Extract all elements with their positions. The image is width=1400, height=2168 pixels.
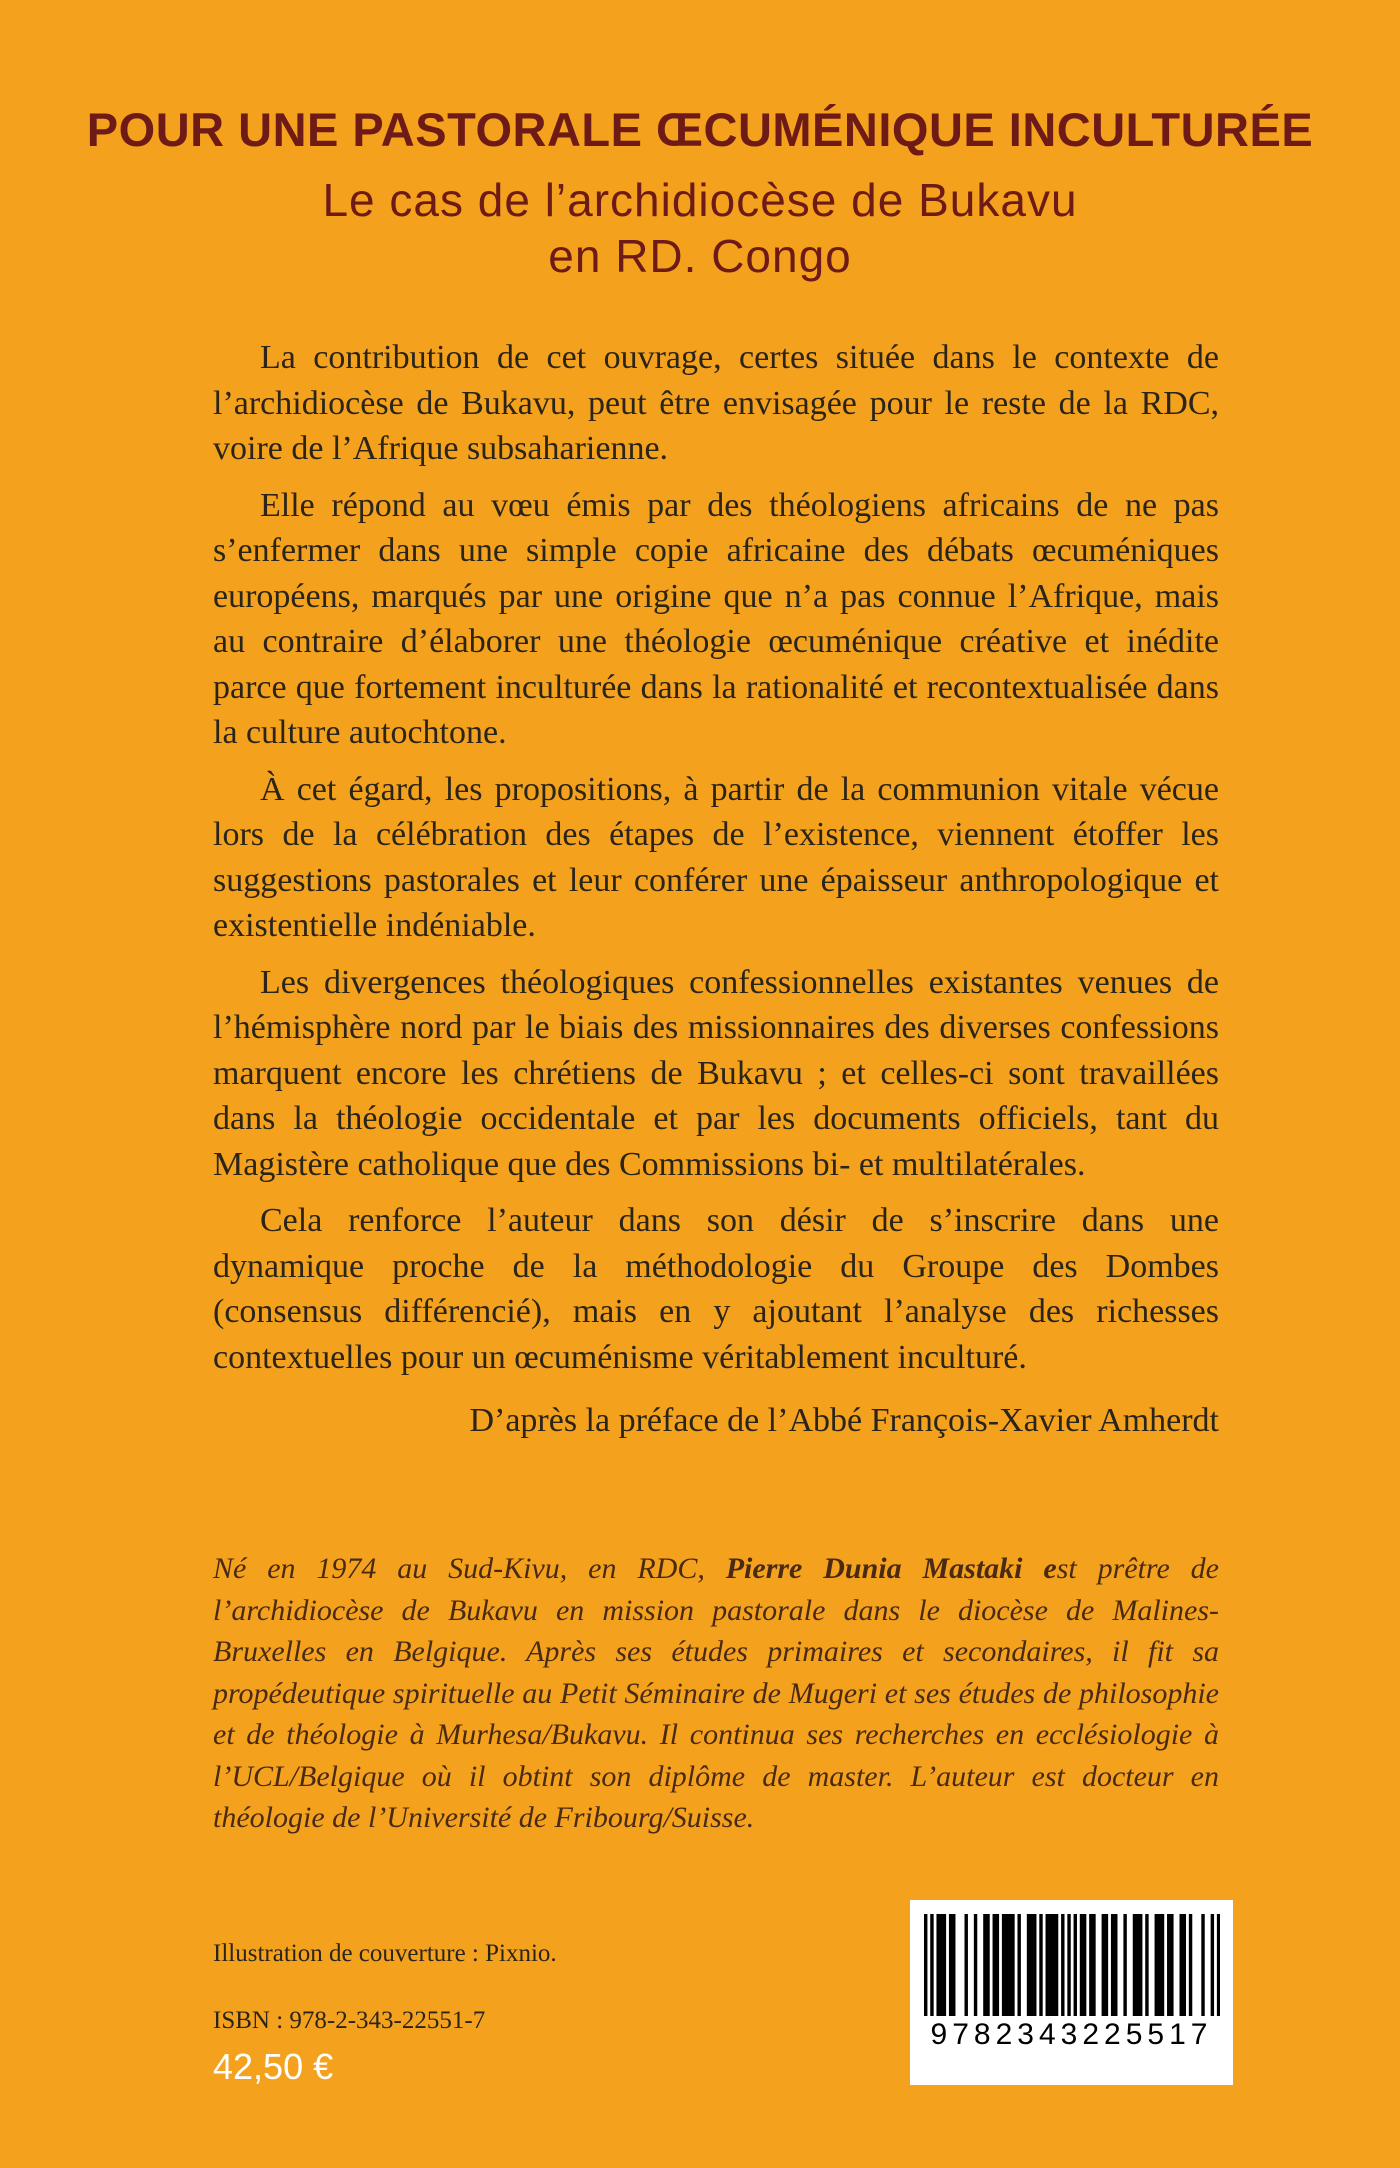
- subtitle-line-1: Le cas de l’archidiocèse de Bukavu: [322, 174, 1078, 226]
- barcode-bar: [992, 1914, 995, 2016]
- barcode-bar: [1001, 1914, 1004, 2016]
- barcode-bar: [1026, 1914, 1029, 2016]
- barcode-bar: [1048, 1914, 1051, 2016]
- barcode-bar: [1101, 1914, 1104, 2016]
- barcode-bar: [1089, 1914, 1092, 2016]
- barcode-bar: [964, 1914, 967, 2016]
- bio-prefix: Né en 1974 au Sud-Kivu, en RDC,: [213, 1552, 726, 1585]
- barcode-bar: [973, 1914, 976, 2016]
- barcode-bar: [1017, 1914, 1020, 2016]
- barcode-bar: [1157, 1914, 1160, 2016]
- barcode-bar: [1061, 1914, 1064, 2016]
- barcode-bar: [1051, 1914, 1054, 2016]
- book-subtitle: [0, 172, 1400, 284]
- barcode-bar: [924, 1914, 927, 2016]
- barcode-bar: [1054, 1914, 1057, 2016]
- author-bio: [213, 1548, 1219, 1839]
- barcode-bar: [1167, 1914, 1170, 2016]
- barcode-bar: [1135, 1914, 1138, 2016]
- barcode-bar: [986, 1914, 989, 2016]
- barcode-bar: [1110, 1914, 1113, 2016]
- barcode-bar: [1039, 1914, 1042, 2016]
- barcode-bar: [942, 1914, 945, 2016]
- blurb-paragraph: Elle répond au vœu émis par des théologiens africains de ne pas s’enfermer dans une simple copie africaine des débats œcuméniques européens, marqués par une origine que n’a pas connue l’Afrique, mais au contraire d’élaborer une théologie œcuménique créative et inédite parce que fortement inculturée dans la rationalité et recontextualisée dans la culture autochtone.: [213, 486, 1219, 751]
- barcode-bar: [1029, 1914, 1032, 2016]
- barcode-bar: [1179, 1914, 1182, 2016]
- barcode-bar: [1114, 1914, 1117, 2016]
- barcode-bar: [1104, 1914, 1107, 2016]
- barcode-bar: [983, 1914, 986, 2016]
- price: 42,50 €: [213, 2046, 334, 2087]
- subtitle-line-2: en RD. Congo: [548, 230, 852, 282]
- book-title: POUR UNE PASTORALE ŒCUMÉNIQUE INCULTURÉE: [86, 103, 1314, 156]
- blurb: [213, 335, 1219, 1391]
- blurb-paragraph: Cela renforce l’auteur dans son désir de s’inscrire dans une dynamique proche de la méthodologie du Groupe des Dombes (consensus différencié), mais en y ajoutant l’analyse des richesses contextuelles pour un œcuménisme véritablement inculturé.: [213, 1202, 1219, 1376]
- barcode-bar: [1216, 1914, 1219, 2016]
- barcode-bar: [1154, 1914, 1157, 2016]
- blurb-paragraph: À cet égard, les propositions, à partir de la communion vitale vécue lors de la célébration des étapes de l’existence, viennent étoffer les suggestions pastorales et leur conférer une épaisseur anthropologique et existentielle indéniable.: [213, 770, 1219, 944]
- barcode-bars: [924, 1914, 1220, 2016]
- barcode-bar: [1005, 1914, 1008, 2016]
- barcode-bar: [1079, 1914, 1082, 2016]
- barcode-bar: [1182, 1914, 1185, 2016]
- blurb-paragraph: Les divergences théologiques confessionnelles existantes venues de l’hémisphère nord par le biais des missionnaires des diverses confessions marquent encore les chrétiens de Bukavu ; et celles-ci sont travaillées dans la théologie occidentale et par les documents officiels, tant du Magistère catholique que des Commissions bi- et multilatérales.: [213, 963, 1219, 1183]
- barcode-bar: [995, 1914, 998, 2016]
- barcode-bar: [1138, 1914, 1141, 2016]
- barcode-bar: [1210, 1914, 1213, 2016]
- barcode-bar: [939, 1914, 942, 2016]
- bio-text: st prêtre de l’archidiocèse de Bukavu en mission pastorale dans le diocèse de Malines-Bruxelles en Belgique. Après ses études primaires et secondaires, il fit sa propédeutique spirituelle au Petit Séminaire de Mugeri et ses études de philosophie et de théologie à Murhesa/Bukavu. Il continua ses recherches en ecclésiologie à l’UCL/Belgique où il obtint son diplôme de master. L’auteur est docteur en théologie de l’Université de Fribourg/Suisse.: [213, 1552, 1219, 1834]
- barcode: [910, 1900, 1233, 2085]
- barcode-digits: 9782343225517: [930, 2018, 1213, 2051]
- barcode-bar: [936, 1914, 939, 2016]
- barcode-bar: [1045, 1914, 1048, 2016]
- author-name: Pierre Dunia Mastaki e: [725, 1552, 1057, 1585]
- blurb-paragraph: La contribution de cet ouvrage, certes située dans le contexte de l’archidiocèse de Bukavu, peut être envisagée pour le reste de la RDC, voire de l’Afrique subsaharienne.: [213, 339, 1219, 467]
- barcode-bar: [1011, 1914, 1014, 2016]
- barcode-bar: [1092, 1914, 1095, 2016]
- illustration-credit: Illustration de couverture : Pixnio.: [213, 1940, 557, 1967]
- barcode-bar: [1170, 1914, 1173, 2016]
- barcode-bar: [1033, 1914, 1036, 2016]
- preface-attribution: D’après la préface de l’Abbé François-Xavier Amherdt: [469, 1402, 1219, 1439]
- barcode-bar: [948, 1914, 951, 2016]
- barcode-bar: [1073, 1914, 1076, 2016]
- barcode-bar: [930, 1914, 933, 2016]
- cover-header: [0, 100, 1400, 284]
- barcode-bar: [1201, 1914, 1204, 2016]
- barcode-bar: [1008, 1914, 1011, 2016]
- isbn: ISBN : 978-2-343-22551-7: [213, 2007, 486, 2034]
- barcode-bar: [1082, 1914, 1085, 2016]
- barcode-bar: [1160, 1914, 1163, 2016]
- barcode-bar: [1123, 1914, 1126, 2016]
- barcode-bar: [1067, 1914, 1070, 2016]
- barcode-bar: [1132, 1914, 1135, 2016]
- barcode-bar: [1145, 1914, 1148, 2016]
- barcode-bar: [1188, 1914, 1191, 2016]
- barcode-bar: [952, 1914, 955, 2016]
